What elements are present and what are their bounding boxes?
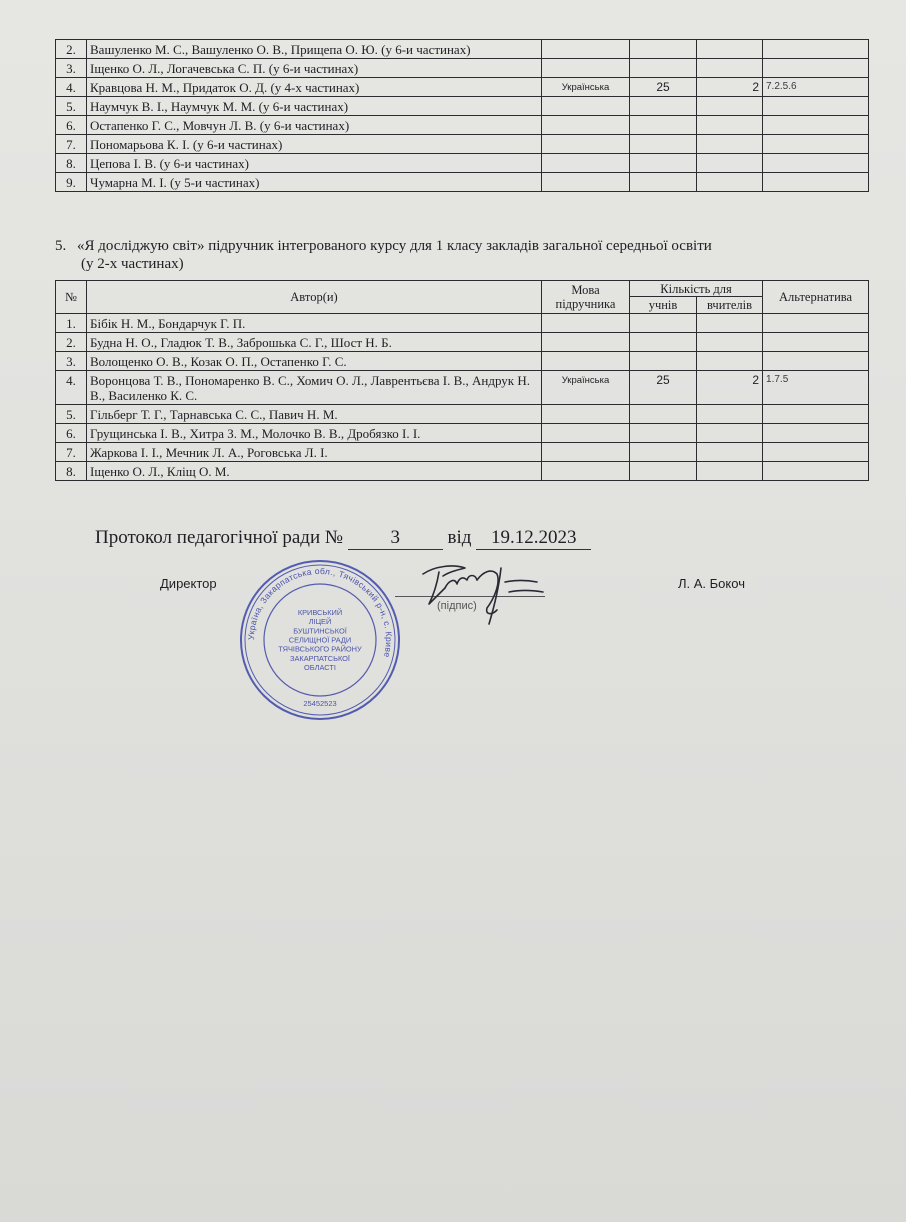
svg-text:ЛІЦЕЙ: ЛІЦЕЙ [308, 617, 332, 627]
section-number: 5. [55, 238, 67, 254]
header-quantity: Кількість для [630, 281, 763, 297]
row-number: 1. [56, 314, 87, 333]
row-teachers-count [697, 97, 763, 116]
table-row [56, 173, 869, 192]
row-teachers-count [697, 443, 763, 462]
row-alternative [763, 424, 869, 443]
row-authors: Чумарна М. І. (у 5-и частинах) [87, 173, 542, 192]
row-alternative [763, 443, 869, 462]
row-students-count [630, 462, 697, 481]
official-stamp [238, 558, 402, 722]
row-alternative [763, 173, 869, 192]
row-teachers-count [697, 173, 763, 192]
header-alternative: Альтернатива [763, 281, 869, 314]
signature-caption: (підпис) [437, 600, 477, 612]
row-alternative: 1.7.5 [763, 371, 869, 405]
row-authors: Остапенко Г. С., Мовчун Л. В. (у 6-и частинах) [87, 116, 542, 135]
row-authors: Іщенко О. Л., Логачевська С. П. (у 6-и частинах) [87, 59, 542, 78]
row-language [542, 405, 630, 424]
row-number: 2. [56, 333, 87, 352]
row-number: 8. [56, 462, 87, 481]
row-language [542, 352, 630, 371]
row-language [542, 333, 630, 352]
row-students-count [630, 424, 697, 443]
row-teachers-count [697, 424, 763, 443]
row-authors: Воронцова Т. В., Пономаренко В. С., Хомич О. Л., Лаврентьєва І. В., Андрук Н. В., Василенко К. С. [87, 371, 542, 405]
row-authors: Кравцова Н. М., Придаток О. Д. (у 4-х частинах) [87, 78, 542, 97]
svg-text:ОБЛАСТІ: ОБЛАСТІ [304, 663, 336, 673]
svg-text:ЗАКАРПАТСЬКОЇ: ЗАКАРПАТСЬКОЇ [290, 653, 350, 663]
row-alternative: 7.2.5.6 [763, 78, 869, 97]
table-row [56, 78, 869, 97]
table-row [56, 462, 869, 481]
handwritten-signature [405, 552, 555, 632]
row-students-count: 25 [630, 371, 697, 405]
row-teachers-count [697, 405, 763, 424]
row-authors: Наумчук В. І., Наумчук М. М. (у 6-и частинах) [87, 97, 542, 116]
header-teachers: вчителів [697, 297, 763, 314]
header-language: Мова підручника [542, 281, 630, 314]
protocol-from-label: від [447, 527, 472, 548]
row-alternative [763, 352, 869, 371]
header-students: учнів [630, 297, 697, 314]
header-number: № [56, 281, 87, 314]
row-teachers-count: 2 [697, 78, 763, 97]
row-teachers-count [697, 59, 763, 78]
row-teachers-count [697, 462, 763, 481]
svg-text:25452523: 25452523 [303, 699, 337, 708]
row-students-count [630, 97, 697, 116]
row-alternative [763, 333, 869, 352]
row-teachers-count [697, 352, 763, 371]
row-language [542, 135, 630, 154]
table-row [56, 333, 869, 352]
row-language [542, 97, 630, 116]
row-alternative [763, 40, 869, 59]
table-row [56, 352, 869, 371]
row-number: 8. [56, 154, 87, 173]
row-language [542, 443, 630, 462]
table-row [56, 135, 869, 154]
textbook-table-continued [55, 39, 869, 192]
row-authors: Пономарьова К. І. (у 6-и частинах) [87, 135, 542, 154]
row-teachers-count: 2 [697, 371, 763, 405]
svg-text:БУШТИНСЬКОЇ: БУШТИНСЬКОЇ [293, 626, 347, 636]
header-authors: Автор(и) [87, 281, 542, 314]
row-alternative [763, 116, 869, 135]
director-label: Директор [160, 576, 217, 591]
row-students-count [630, 116, 697, 135]
textbook-table-section-5 [55, 280, 869, 481]
row-students-count [630, 443, 697, 462]
row-number: 6. [56, 424, 87, 443]
row-teachers-count [697, 154, 763, 173]
table-row [56, 371, 869, 405]
section-5-heading [55, 237, 885, 273]
protocol-line [95, 527, 591, 550]
row-authors: Жаркова І. І., Мечник Л. А., Роговська Л. І. [87, 443, 542, 462]
table-row [56, 405, 869, 424]
row-language [542, 462, 630, 481]
row-number: 4. [56, 371, 87, 405]
row-number: 3. [56, 352, 87, 371]
row-alternative [763, 314, 869, 333]
row-students-count [630, 173, 697, 192]
row-students-count [630, 40, 697, 59]
row-authors: Цепова І. В. (у 6-и частинах) [87, 154, 542, 173]
svg-text:Україна, Закарпатська обл., Тя: Україна, Закарпатська обл., Тячівський р-н, с. Криве [245, 565, 395, 659]
row-students-count [630, 314, 697, 333]
row-language [542, 424, 630, 443]
table-row [56, 314, 869, 333]
row-language [542, 154, 630, 173]
row-students-count [630, 333, 697, 352]
section-title: «Я досліджую світ» підручник інтегрованого курсу для 1 класу закладів загальної середньої освіти [77, 238, 712, 254]
row-number: 9. [56, 173, 87, 192]
table-row [56, 443, 869, 462]
svg-text:ТЯЧІВСЬКОГО РАЙОНУ: ТЯЧІВСЬКОГО РАЙОНУ [278, 644, 362, 654]
table-row [56, 424, 869, 443]
protocol-number: 3 [348, 527, 443, 550]
row-number: 3. [56, 59, 87, 78]
row-authors: Грущинська І. В., Хитра З. М., Молочко В. В., Дробязко І. І. [87, 424, 542, 443]
row-number: 2. [56, 40, 87, 59]
row-number: 4. [56, 78, 87, 97]
svg-text:СЕЛИЩНОЇ РАДИ: СЕЛИЩНОЇ РАДИ [288, 635, 352, 645]
table-row [56, 59, 869, 78]
row-teachers-count [697, 116, 763, 135]
row-number: 5. [56, 405, 87, 424]
row-students-count [630, 352, 697, 371]
row-alternative [763, 59, 869, 78]
row-alternative [763, 405, 869, 424]
row-number: 6. [56, 116, 87, 135]
row-students-count [630, 405, 697, 424]
row-number: 7. [56, 135, 87, 154]
row-language [542, 40, 630, 59]
row-language: Українська [542, 371, 630, 405]
row-students-count [630, 135, 697, 154]
row-students-count: 25 [630, 78, 697, 97]
row-authors: Вашуленко М. С., Вашуленко О. В., Прищепа О. Ю. (у 6-и частинах) [87, 40, 542, 59]
row-number: 5. [56, 97, 87, 116]
table-row [56, 97, 869, 116]
row-teachers-count [697, 135, 763, 154]
table-row [56, 154, 869, 173]
row-authors: Гільберг Т. Г., Тарнавська С. С., Павич Н. М. [87, 405, 542, 424]
protocol-date: 19.12.2023 [476, 527, 591, 550]
row-language [542, 116, 630, 135]
row-alternative [763, 135, 869, 154]
row-teachers-count [697, 314, 763, 333]
table-row [56, 116, 869, 135]
row-alternative [763, 154, 869, 173]
row-authors: Волощенко О. В., Козак О. П., Остапенко Г. С. [87, 352, 542, 371]
row-students-count [630, 59, 697, 78]
svg-text:КРИВСЬКИЙ: КРИВСЬКИЙ [297, 607, 343, 617]
row-language [542, 314, 630, 333]
section-subtitle: (у 2-х частинах) [81, 256, 184, 272]
director-name: Л. А. Бокоч [678, 576, 745, 591]
row-authors: Іщенко О. Л., Кліщ О. М. [87, 462, 542, 481]
row-students-count [630, 154, 697, 173]
row-alternative [763, 97, 869, 116]
row-language [542, 173, 630, 192]
table-row [56, 40, 869, 59]
row-teachers-count [697, 40, 763, 59]
protocol-label: Протокол педагогічної ради № [95, 527, 344, 548]
row-number: 7. [56, 443, 87, 462]
row-language [542, 59, 630, 78]
row-language: Українська [542, 78, 630, 97]
row-authors: Будна Н. О., Гладюк Т. В., Заброшька С. Г., Шост Н. Б. [87, 333, 542, 352]
row-teachers-count [697, 333, 763, 352]
row-alternative [763, 462, 869, 481]
row-authors: Бібік Н. М., Бондарчук Г. П. [87, 314, 542, 333]
